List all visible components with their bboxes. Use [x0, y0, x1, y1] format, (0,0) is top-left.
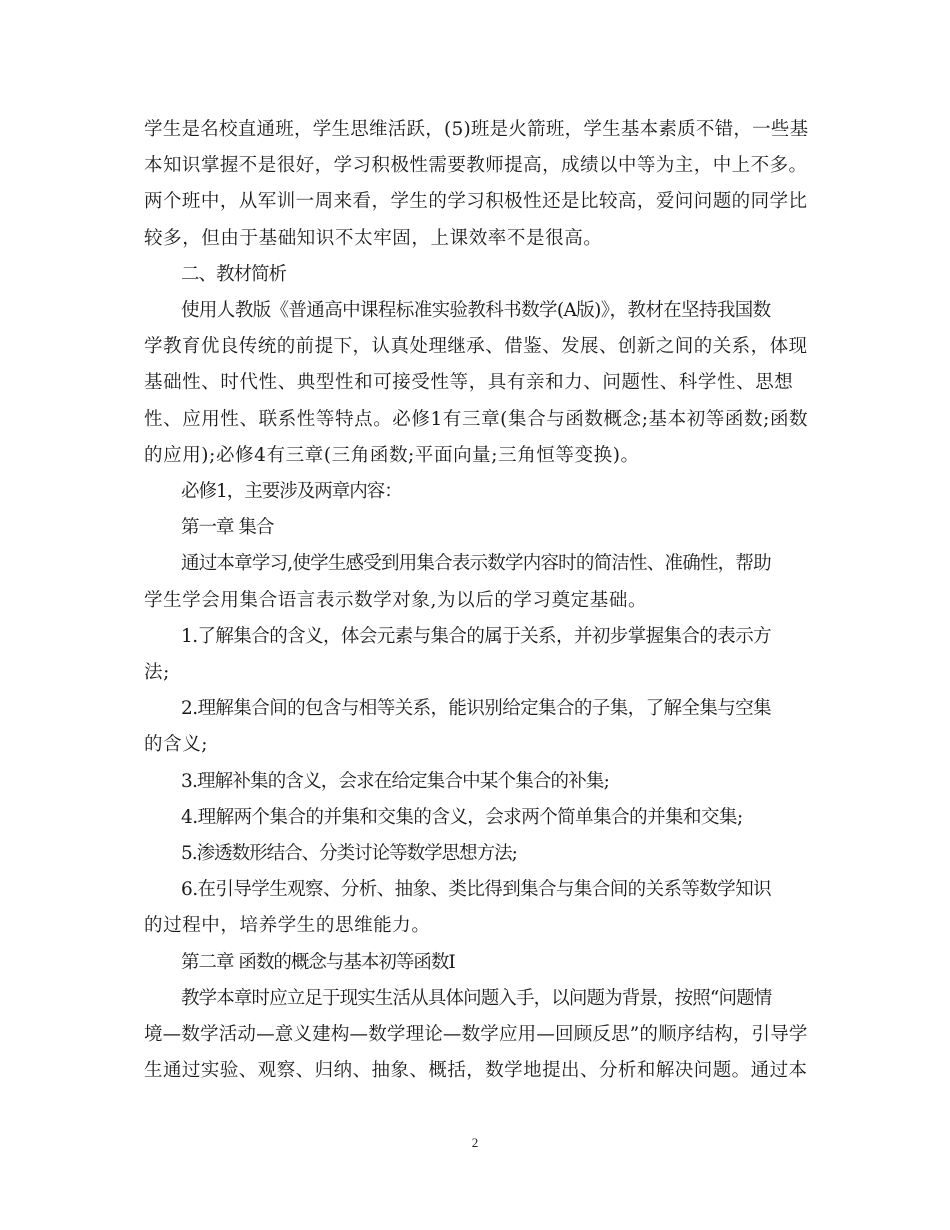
page-number: 2: [471, 1135, 479, 1150]
text-line: 的应用);必修4有三章(三角函数;平面向量;三角恒等变换)。: [144, 444, 640, 466]
text-line: 境—数学活动—意义建构—数学理论—数学应用—回顾反思”的顺序结构，引导学: [144, 1024, 808, 1046]
text-line: 法;: [144, 662, 170, 684]
text-line: 两个班中，从军训一周来看，学生的学习积极性还是比较高，爱问问题的同学比: [144, 191, 808, 213]
text-line: 学教育优良传统的前提下，认真处理继承、借鉴、发展、创新之间的关系，体现: [144, 336, 808, 358]
text-line: 2.理解集合间的包含与相等关系，能识别给定集合的子集，了解全集与空集: [181, 698, 772, 720]
text-line: 本知识掌握不是很好，学习积极性需要教师提高，成绩以中等为主，中上不多。: [144, 155, 808, 177]
paragraph: [144, 800, 808, 836]
text-line: 第一章 集合: [181, 517, 274, 539]
text-line: 的过程中，培养学生的思维能力。: [144, 915, 431, 937]
paragraph: [144, 764, 808, 800]
text-line: 学生学会用集合语言表示数学对象,为以后的学习奠定基础。: [144, 589, 648, 611]
text-line: 通过本章学习,使学生感受到用集合表示数学内容时的简洁性、准确性，帮助: [181, 553, 771, 575]
text-line: 使用人教版《普通高中课程标准实验教科书数学(A版)》，教材在坚持我国数: [181, 300, 771, 322]
text-line: 基础性、时代性、典型性和可接受性等，具有亲和力、问题性、科学性、思想: [144, 372, 794, 394]
text-line: 5.渗透数形结合、分类讨论等数学思想方法;: [181, 843, 517, 865]
paragraph: [144, 619, 808, 691]
paragraph: [144, 945, 808, 981]
text-line: 3.理解补集的含义，会求在给定集合中某个集合的补集;: [181, 770, 609, 792]
paragraph: [144, 836, 808, 872]
text-line: 生通过实验、观察、归纳、抽象、概括，数学地提出、分析和解决问题。通过本: [144, 1060, 808, 1082]
paragraph: [144, 510, 808, 546]
text-line: 学生是名校直通班，学生思维活跃，(5)班是火箭班，学生基本素质不错，一些基: [144, 119, 809, 140]
paragraph: [144, 691, 808, 763]
text-line: 教学本章时应立足于现实生活从具体问题入手，以问题为背景，按照“问题情: [181, 987, 772, 1009]
paragraph: [144, 257, 808, 293]
paragraph: [144, 112, 808, 257]
text-line: 二、教材简析: [181, 263, 287, 285]
body-text: [144, 112, 808, 1089]
text-line: 1.了解集合的含义，体会元素与集合的属于关系，并初步掌握集合的表示方: [181, 625, 772, 647]
paragraph: [144, 474, 808, 510]
text-line: 必修1，主要涉及两章内容：: [181, 481, 402, 503]
paragraph: [144, 293, 808, 474]
text-line: 性、应用性、联系性等特点。必修1有三章(集合与函数概念;基本初等函数;函数: [144, 408, 809, 430]
paragraph: [144, 981, 808, 1090]
text-line: 4.理解两个集合的并集和交集的含义，会求两个简单集合的并集和交集;: [181, 806, 743, 828]
text-line: 的含义;: [144, 734, 209, 756]
text-line: 第二章 函数的概念与基本初等函数I: [181, 951, 455, 973]
paragraph: [144, 872, 808, 944]
paragraph: [144, 546, 808, 618]
text-line: 6.在引导学生观察、分析、抽象、类比得到集合与集合间的关系等数学知识: [181, 879, 772, 901]
text-line: 较多，但由于基础知识不太牢固，上课效率不是很高。: [144, 227, 603, 249]
